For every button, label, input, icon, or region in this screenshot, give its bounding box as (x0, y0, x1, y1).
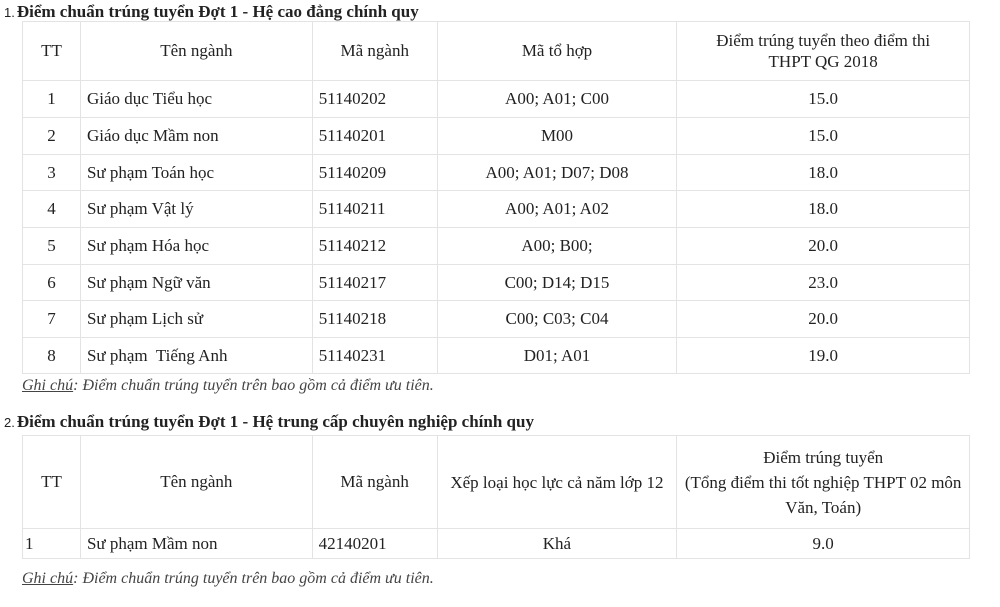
cell-tt: 1 (23, 81, 81, 118)
cell-ma-nganh: 51140217 (312, 265, 437, 301)
cell-ten-nganh: Sư phạm Tiếng Anh (80, 338, 312, 374)
section-1-title-text: Điểm chuẩn trúng tuyển Đợt 1 - Hệ cao đẳng chính quy (16, 2, 419, 21)
note-1-label: Ghi chú (22, 377, 74, 394)
table-college-scores (22, 21, 970, 374)
section-2-title-text: Điểm chuẩn trúng tuyển Đợt 1 - Hệ trung cấp chuyên nghiệp chính quy (16, 412, 534, 431)
cell-ma-nganh: 42140201 (312, 529, 437, 559)
cell-ten-nganh: Sư phạm Mầm non (80, 529, 312, 559)
cell-ma-to-hop: M00 (437, 118, 677, 155)
header-diem-subtitle: (Tổng điểm thi tốt nghiệp THPT 02 môn Văn, Toán) (684, 472, 962, 517)
note-1-text: : Điểm chuẩn trúng tuyển trên bao gồm cả điểm ưu tiên. (73, 377, 434, 394)
cell-tt: 8 (23, 338, 81, 374)
cell-tt: 6 (23, 265, 81, 301)
cell-ma-nganh: 51140231 (312, 338, 437, 374)
cell-ma-to-hop: A00; B00; (437, 228, 677, 265)
cell-ten-nganh: Giáo dục Mầm non (80, 118, 312, 155)
cell-ten-nganh: Sư phạm Hóa học (80, 228, 312, 265)
table-row (23, 155, 970, 191)
header-xep-loai: Xếp loại học lực cả năm lớp 12 (437, 436, 677, 529)
header-diem-trung-tuyen: Điểm trúng tuyển theo điểm thi THPT QG 2018 (677, 22, 970, 81)
table-row (23, 118, 970, 155)
cell-ten-nganh: Giáo dục Tiểu học (80, 81, 312, 118)
note-2 (22, 570, 434, 588)
cell-diem: 18.0 (677, 191, 970, 228)
note-2-text: : Điểm chuẩn trúng tuyển trên bao gồm cả điểm ưu tiên. (73, 570, 434, 587)
table-row (23, 338, 970, 374)
cell-diem: 23.0 (677, 265, 970, 301)
cell-ma-nganh: 51140218 (312, 301, 437, 338)
table-row (23, 301, 970, 338)
table-row (23, 81, 970, 118)
table-row (23, 529, 970, 559)
table-header-row (23, 22, 970, 81)
header-ten-nganh: Tên ngành (80, 22, 312, 81)
cell-diem: 20.0 (677, 228, 970, 265)
table-row (23, 228, 970, 265)
cell-tt: 3 (23, 155, 81, 191)
cell-ma-to-hop: D01; A01 (437, 338, 677, 374)
note-2-label: Ghi chú (22, 570, 74, 587)
note-1 (22, 377, 434, 395)
cell-diem: 18.0 (677, 155, 970, 191)
section-1-title (4, 2, 419, 22)
cell-tt: 5 (23, 228, 81, 265)
cell-diem: 20.0 (677, 301, 970, 338)
cell-ma-nganh: 51140201 (312, 118, 437, 155)
section-2-title (4, 412, 534, 432)
cell-tt: 4 (23, 191, 81, 228)
header-ma-to-hop: Mã tổ hợp (437, 22, 677, 81)
cell-ten-nganh: Sư phạm Vật lý (80, 191, 312, 228)
cell-ten-nganh: Sư phạm Ngữ văn (80, 265, 312, 301)
cell-ten-nganh: Sư phạm Lịch sử (80, 301, 312, 338)
header-tt: TT (23, 22, 81, 81)
cell-ten-nganh: Sư phạm Toán học (80, 155, 312, 191)
header-diem-title: Điểm trúng tuyển (763, 447, 884, 467)
table-vocational-scores (22, 435, 970, 559)
cell-ma-nganh: 51140212 (312, 228, 437, 265)
cell-ma-to-hop: A00; A01; D07; D08 (437, 155, 677, 191)
header-tt: TT (23, 436, 81, 529)
table-row (23, 191, 970, 228)
cell-ma-nganh: 51140209 (312, 155, 437, 191)
table-row (23, 265, 970, 301)
cell-ma-to-hop: A00; A01; C00 (437, 81, 677, 118)
cell-ma-nganh: 51140202 (312, 81, 437, 118)
cell-ma-to-hop: C00; D14; D15 (437, 265, 677, 301)
cell-diem: 15.0 (677, 81, 970, 118)
cell-diem: 15.0 (677, 118, 970, 155)
header-ma-nganh: Mã ngành (312, 436, 437, 529)
header-ma-nganh: Mã ngành (312, 22, 437, 81)
cell-tt: 1 (23, 529, 81, 559)
cell-ma-to-hop: A00; A01; A02 (437, 191, 677, 228)
cell-ma-nganh: 51140211 (312, 191, 437, 228)
cell-xep-loai: Khá (437, 529, 677, 559)
cell-ma-to-hop: C00; C03; C04 (437, 301, 677, 338)
header-diem-trung-tuyen (677, 436, 970, 529)
header-ten-nganh: Tên ngành (80, 436, 312, 529)
cell-diem: 19.0 (677, 338, 970, 374)
cell-tt: 2 (23, 118, 81, 155)
cell-tt: 7 (23, 301, 81, 338)
table-header-row (23, 436, 970, 529)
section-1-number: 1. (4, 5, 15, 20)
cell-diem: 9.0 (677, 529, 970, 559)
section-2-number: 2. (4, 415, 15, 430)
